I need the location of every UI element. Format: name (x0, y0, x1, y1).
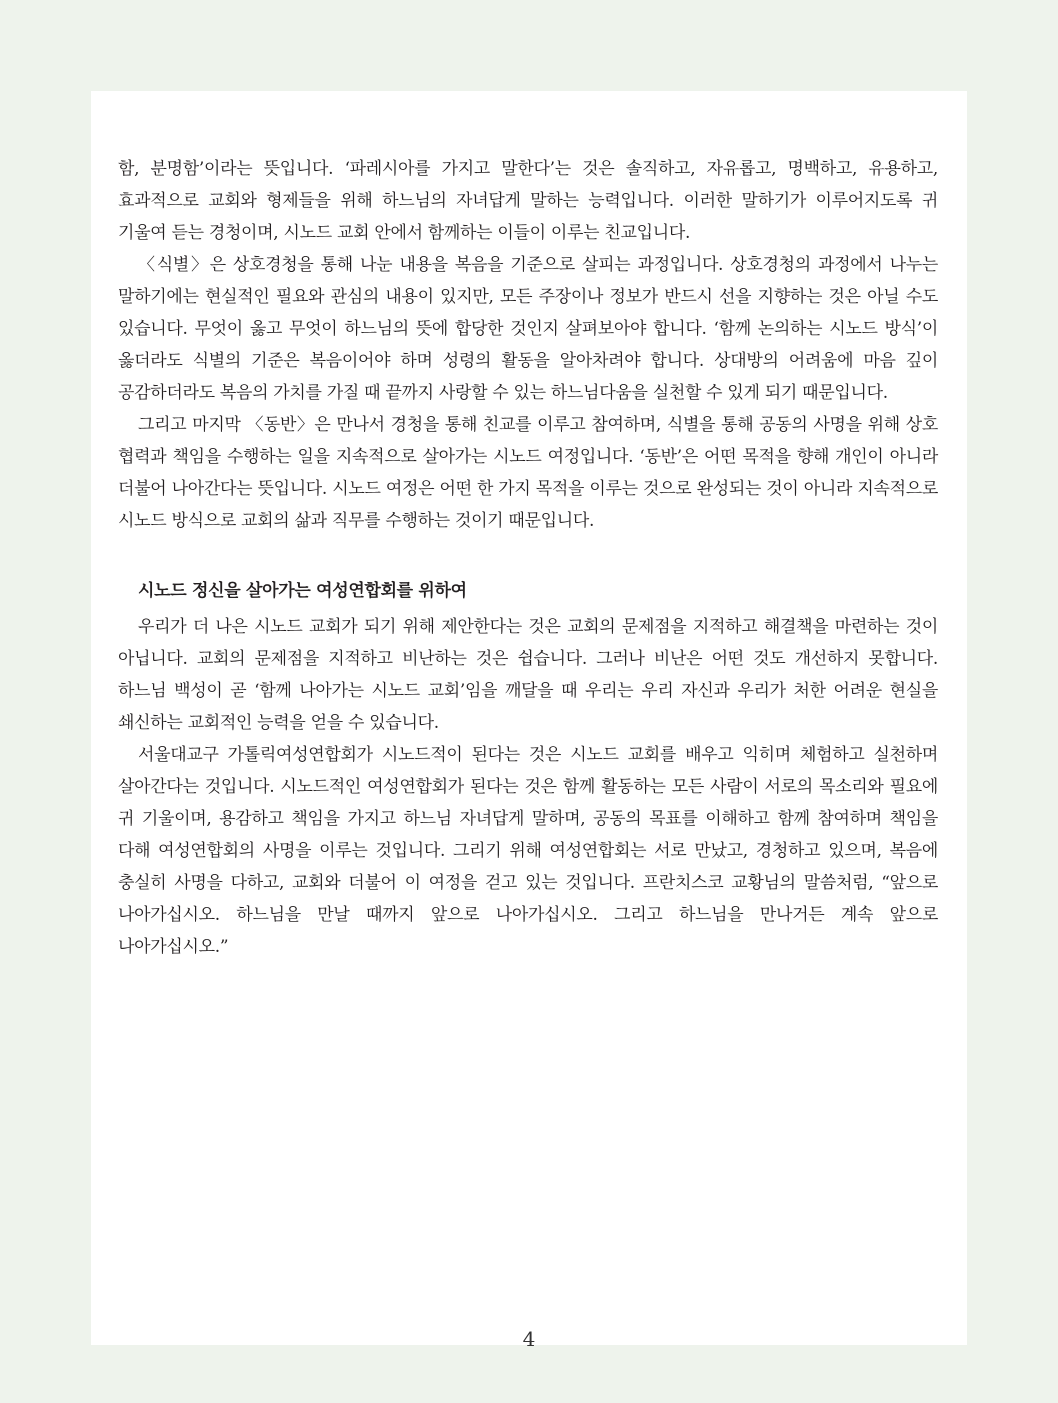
paragraph-parrhesia: 함, 분명함’이라는 뜻입니다. ‘파레시아를 가지고 말한다’는 것은 솔직하고, 자유롭고, 명백하고, 유용하고, 효과적으로 교회와 형제들을 위해 하느님의 자녀답게 말하는 능력입니다. 이러한 말하기가 이루어지도록 귀 기울여 듣는 경청이며, 시노드 교회 안에서 함께하는 이들이 이루는 친교입니다. (118, 159, 938, 243)
section-heading: 시노드 정신을 살아가는 여성연합회를 위하여 (138, 581, 467, 601)
paragraph-womens-federation: 서울대교구 가톨릭여성연합회가 시노드적이 된다는 것은 시노드 교회를 배우고 익히며 체험하고 실천하며 살아간다는 것입니다. 시노드적인 여성연합회가 된다는 것은 함께 활동하는 모든 사람이 서로의 목소리와 필요에 귀 기울이며, 용감하고 책임을 가지고 하느님 자녀답게 말하며, 공동의 목표를 이해하고 함께 참여하며 책임을 다해 여성연합회의 사명을 이루는 것입니다. 그리기 위해 여성연합회는 서로 만났고, 경청하고 있으며, 복음에 충실히 사명을 다하고, 교회와 더불어 이 여정을 걷고 있는 것입니다. 프란치스코 교황님의 말씀처럼, “앞으로 나아가십시오. 하느님을 만날 때까지 앞으로 나아가십시오. 그리고 하느님을 만나거든 계속 앞으로 나아가십시오.” (118, 745, 938, 957)
paragraph-accompaniment: 그리고 마지막 〈동반〉은 만나서 경청을 통해 친교를 이루고 참여하며, 식별을 통해 공동의 사명을 위해 상호 협력과 책임을 수행하는 일을 지속적으로 살아가는 시노드 여정입니다. ‘동반’은 어떤 목적을 향해 개인이 아니라 더불어 나아간다는 뜻입니다. 시노드 여정은 어떤 한 가지 목적을 이루는 것으로 완성되는 것이 아니라 지속적으로 시노드 방식으로 교회의 삶과 직무를 수행하는 것이기 때문입니다. (118, 415, 938, 531)
document-body (118, 153, 938, 963)
paragraph-discernment: 〈식별〉은 상호경청을 통해 나눈 내용을 복음을 기준으로 살피는 과정입니다. 상호경청의 과정에서 나누는 말하기에는 현실적인 필요와 관심의 내용이 있지만, 모든 주장이나 정보가 반드시 선을 지향하는 것은 아닐 수도 있습니다. 무엇이 옳고 무엇이 하느님의 뜻에 합당한 것인지 살펴보아야 합니다. ‘함께 논의하는 시노드 방식’이 옳더라도 식별의 기준은 복음이어야 하며 성령의 활동을 알아차려야 합니다. 상대방의 어려움에 마음 깊이 공감하더라도 복음의 가치를 가질 때 끝까지 사랑할 수 있는 하느님다움을 실천할 수 있게 되기 때문입니다. (118, 255, 938, 403)
paragraph-proposal: 우리가 더 나은 시노드 교회가 되기 위해 제안한다는 것은 교회의 문제점을 지적하고 해결책을 마련하는 것이 아닙니다. 교회의 문제점을 지적하고 비난하는 것은 쉽습니다. 그러나 비난은 어떤 것도 개선하지 못합니다. 하느님 백성이 곧 ‘함께 나아가는 시노드 교회’임을 깨달을 때 우리는 우리 자신과 우리가 처한 어려운 현실을 쇄신하는 교회적인 능력을 얻을 수 있습니다. (118, 617, 938, 733)
page-number: 4 (522, 1327, 536, 1351)
